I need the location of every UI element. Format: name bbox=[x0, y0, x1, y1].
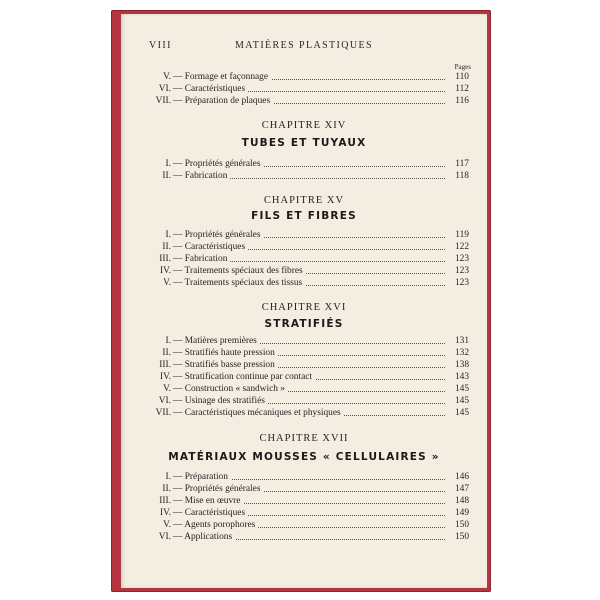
toc-entry bbox=[121, 230, 487, 242]
toc-entry bbox=[121, 508, 487, 520]
running-title: MATIÈRES PLASTIQUES bbox=[235, 40, 373, 51]
toc-entry bbox=[121, 336, 487, 348]
entry-page: 117 bbox=[445, 159, 469, 169]
entry-page: 149 bbox=[445, 508, 469, 518]
chapter-title: FILS ET FIBRES bbox=[251, 210, 357, 222]
entry-page: 147 bbox=[445, 484, 469, 494]
entry-number: VII. bbox=[155, 96, 171, 106]
entry-page: 118 bbox=[445, 171, 469, 181]
toc-entry bbox=[121, 242, 487, 254]
entry-page: 119 bbox=[445, 230, 469, 240]
toc-entry bbox=[121, 84, 487, 96]
chapter-title: MATÉRIAUX MOUSSES « CELLULAIRES » bbox=[168, 451, 440, 463]
entry-page: 138 bbox=[445, 360, 469, 370]
entry-title: — Stratification continue par contact bbox=[173, 372, 315, 382]
chapter-title: STRATIFIÉS bbox=[264, 318, 344, 330]
entry-title: — Fabrication bbox=[173, 254, 230, 264]
toc-entry bbox=[121, 384, 487, 396]
chapter-label: CHAPITRE XVI bbox=[261, 302, 347, 313]
chapter-title: TUBES ET TUYAUX bbox=[241, 137, 367, 149]
entry-number: IV. bbox=[159, 372, 171, 382]
entry-title: — Applications bbox=[173, 532, 235, 542]
entry-page: 112 bbox=[445, 84, 469, 94]
entry-page: 132 bbox=[445, 348, 469, 358]
entry-number: IV. bbox=[159, 508, 171, 518]
entry-page: 123 bbox=[445, 254, 469, 264]
entry-page: 146 bbox=[445, 472, 469, 482]
toc-entry bbox=[121, 396, 487, 408]
entry-number: III. bbox=[159, 254, 171, 264]
entry-number: II. bbox=[162, 242, 171, 252]
entry-number: VII. bbox=[155, 408, 171, 418]
entry-page: 150 bbox=[445, 532, 469, 542]
toc-entry bbox=[121, 72, 487, 84]
entry-number: V. bbox=[163, 520, 171, 530]
chapter-label: CHAPITRE XVII bbox=[259, 433, 349, 444]
pages-column-label: Pages bbox=[454, 63, 471, 71]
entry-page: 123 bbox=[445, 266, 469, 276]
entry-page: 145 bbox=[445, 408, 469, 418]
entry-page: 110 bbox=[445, 72, 469, 82]
entry-page: 145 bbox=[445, 384, 469, 394]
toc-entry bbox=[121, 348, 487, 360]
entry-number: I. bbox=[165, 472, 171, 482]
entry-number: VI. bbox=[158, 396, 171, 406]
page-folio: VIII bbox=[149, 40, 172, 51]
toc-entry bbox=[121, 372, 487, 384]
entry-page: 122 bbox=[445, 242, 469, 252]
entry-title: — Agents porophores bbox=[173, 520, 258, 530]
entry-title: — Préparation de plaques bbox=[173, 96, 273, 106]
toc-entry bbox=[121, 472, 487, 484]
entry-title: — Traitements spéciaux des tissus bbox=[173, 278, 305, 288]
entry-number: I. bbox=[165, 159, 171, 169]
entry-title: — Stratifiés haute pression bbox=[173, 348, 278, 358]
entry-title: — Caractéristiques bbox=[173, 242, 248, 252]
entry-number: IV. bbox=[159, 266, 171, 276]
entry-number: II. bbox=[162, 171, 171, 181]
entry-number: VI. bbox=[158, 84, 171, 94]
entry-title: — Caractéristiques bbox=[173, 508, 248, 518]
toc-entry bbox=[121, 360, 487, 372]
toc-entry bbox=[121, 532, 487, 544]
entry-page: 150 bbox=[445, 520, 469, 530]
entry-number: VI. bbox=[158, 532, 171, 542]
entry-number: I. bbox=[165, 230, 171, 240]
entry-title: — Propriétés générales bbox=[173, 230, 263, 240]
entry-title: — Matières premières bbox=[173, 336, 260, 346]
toc-entry bbox=[121, 171, 487, 183]
entry-page: 116 bbox=[445, 96, 469, 106]
toc-entry bbox=[121, 254, 487, 266]
entry-title: — Stratifiés basse pression bbox=[173, 360, 278, 370]
entry-number: III. bbox=[159, 360, 171, 370]
entry-page: 131 bbox=[445, 336, 469, 346]
chapter-label: CHAPITRE XV bbox=[263, 195, 345, 206]
book-page bbox=[121, 14, 487, 588]
entry-title: — Traitements spéciaux des fibres bbox=[173, 266, 306, 276]
entry-number: V. bbox=[163, 278, 171, 288]
entry-number: III. bbox=[159, 496, 171, 506]
entry-page: 143 bbox=[445, 372, 469, 382]
entry-number: II. bbox=[162, 484, 171, 494]
toc-entry bbox=[121, 520, 487, 532]
entry-title: — Fabrication bbox=[173, 171, 230, 181]
entry-title: — Caractéristiques mécaniques et physiques bbox=[173, 408, 344, 418]
entry-title: — Propriétés générales bbox=[173, 484, 263, 494]
entry-title: — Construction « sandwich » bbox=[173, 384, 288, 394]
entry-title: — Caractéristiques bbox=[173, 84, 248, 94]
entry-number: I. bbox=[165, 336, 171, 346]
entry-number: II. bbox=[162, 348, 171, 358]
toc-entry bbox=[121, 266, 487, 278]
entry-title: — Préparation bbox=[173, 472, 231, 482]
entry-number: V. bbox=[163, 384, 171, 394]
entry-number: V. bbox=[163, 72, 171, 82]
entry-title: — Formage et façonnage bbox=[173, 72, 271, 82]
toc-entry bbox=[121, 96, 487, 108]
entry-title: — Usinage des stratifiés bbox=[173, 396, 268, 406]
toc-entry bbox=[121, 408, 487, 420]
toc-entry bbox=[121, 159, 487, 171]
chapter-label: CHAPITRE XIV bbox=[261, 120, 347, 131]
entry-page: 145 bbox=[445, 396, 469, 406]
entry-page: 148 bbox=[445, 496, 469, 506]
toc-entry bbox=[121, 484, 487, 496]
entry-title: — Mise en œuvre bbox=[173, 496, 243, 506]
toc-entry bbox=[121, 496, 487, 508]
entry-page: 123 bbox=[445, 278, 469, 288]
toc-entry bbox=[121, 278, 487, 290]
entry-title: — Propriétés générales bbox=[173, 159, 263, 169]
